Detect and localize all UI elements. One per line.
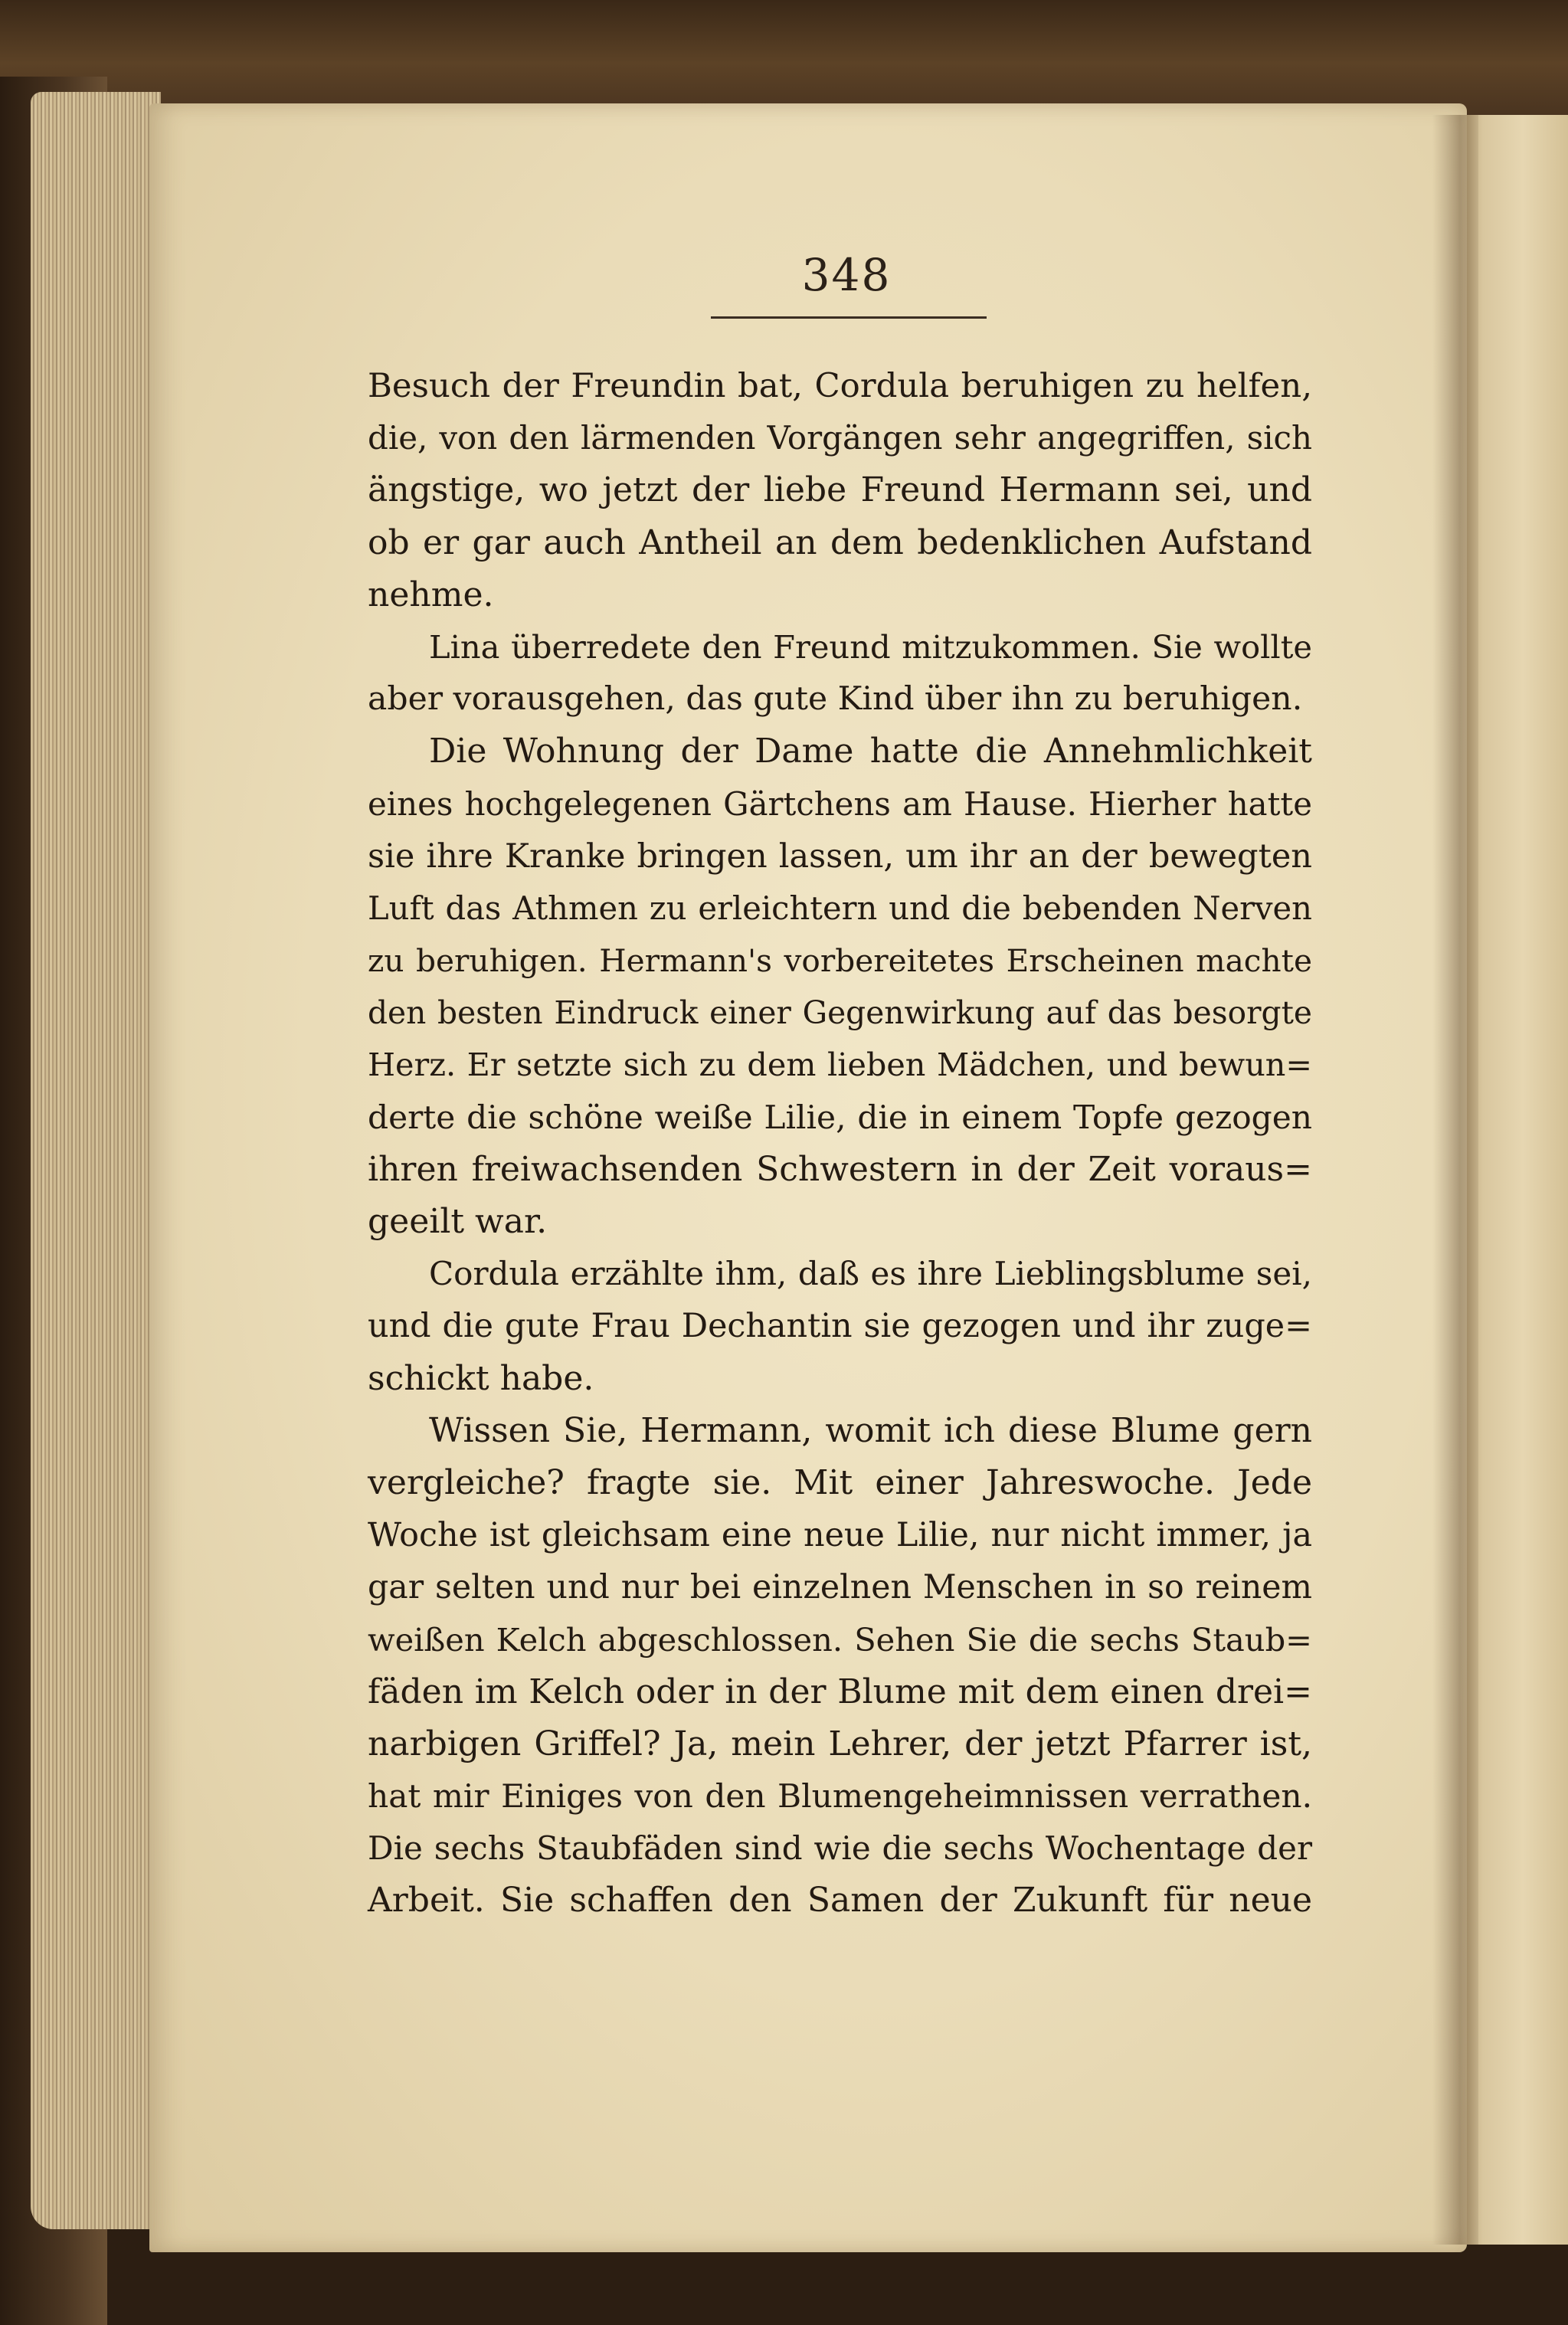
text-line: die, von den lärmenden Vorgängen sehr angegriffen, sich (368, 419, 1312, 457)
text-line: den besten Eindruck einer Gegenwirkung auf das besorgte (368, 994, 1312, 1032)
text-line: sie ihre Kranke bringen lassen, um ihr an der bewegten (368, 837, 1312, 876)
text-line: narbigen Griffel? Ja, mein Lehrer, der jetzt Pfarrer ist, (368, 1724, 1312, 1763)
text-line: schickt habe. (368, 1358, 594, 1398)
text-line: Besuch der Freundin bat, Cordula beruhigen zu helfen, (368, 367, 1312, 405)
text-line: geeilt war. (368, 1202, 548, 1241)
text-line: aber vorausgehen, das gute Kind über ihn zu beruhigen. (368, 680, 1303, 719)
page-number: 348 (801, 249, 892, 301)
text-line: Luft das Athmen zu erleichtern und die bebenden Nerven (368, 889, 1312, 927)
book-cover-top-edge (0, 0, 1568, 115)
gutter-shadow (1432, 115, 1478, 2245)
text-line: Die Wohnung der Dame hatte die Annehmlichkeit (429, 732, 1312, 771)
text-line: ihren freiwachsenden Schwestern in der Zeit voraus= (368, 1149, 1312, 1189)
text-line: gar selten und nur bei einzelnen Menschen in so reinem (368, 1568, 1312, 1607)
body-text (368, 360, 1312, 1927)
page-stack-edges (31, 92, 161, 2229)
text-line: Woche ist gleichsam eine neue Lilie, nur nicht immer, ja (368, 1516, 1312, 1555)
text-line: Lina überredete den Freund mitzukommen. Sie wollte (429, 627, 1312, 666)
text-line: vergleiche? fragte sie. Mit einer Jahreswoche. Jede (368, 1462, 1312, 1502)
text-line: nehme. (368, 575, 494, 614)
text-line: zu beruhigen. Hermann's vorbereitetes Erscheinen machte (368, 942, 1312, 980)
text-line: Cordula erzählte ihm, daß es ihre Lieblingsblume sei, (429, 1255, 1312, 1293)
text-line: hat mir Einiges von den Blumengeheimnissen verrathen. (368, 1777, 1312, 1816)
text-line: ob er gar auch Antheil an dem bedenklichen Aufstand (368, 522, 1312, 562)
text-line: fäden im Kelch oder in der Blume mit dem einen drei= (368, 1672, 1312, 1711)
text-line: eines hochgelegenen Gärtchens am Hause. Hierher hatte (368, 784, 1312, 823)
text-line: weißen Kelch abgeschlossen. Sehen Sie die sechs Staub= (368, 1620, 1312, 1659)
text-line: ängstige, wo jetzt der liebe Freund Hermann sei, und (368, 470, 1312, 510)
header-rule (711, 316, 987, 319)
text-line: derte die schöne weiße Lilie, die in einem Topfe gezogen (368, 1098, 1312, 1136)
text-line: Arbeit. Sie schaffen den Samen der Zukunft für neue (368, 1881, 1312, 1921)
text-line: Herz. Er setzte sich zu dem lieben Mädchen, und bewun= (368, 1046, 1312, 1084)
text-line: Wissen Sie, Hermann, womit ich diese Blume gern (429, 1410, 1312, 1450)
text-line: und die gute Frau Dechantin sie gezogen und ihr zuge= (368, 1307, 1312, 1346)
text-line: Die sechs Staubfäden sind wie die sechs Wochentage der (368, 1829, 1312, 1868)
